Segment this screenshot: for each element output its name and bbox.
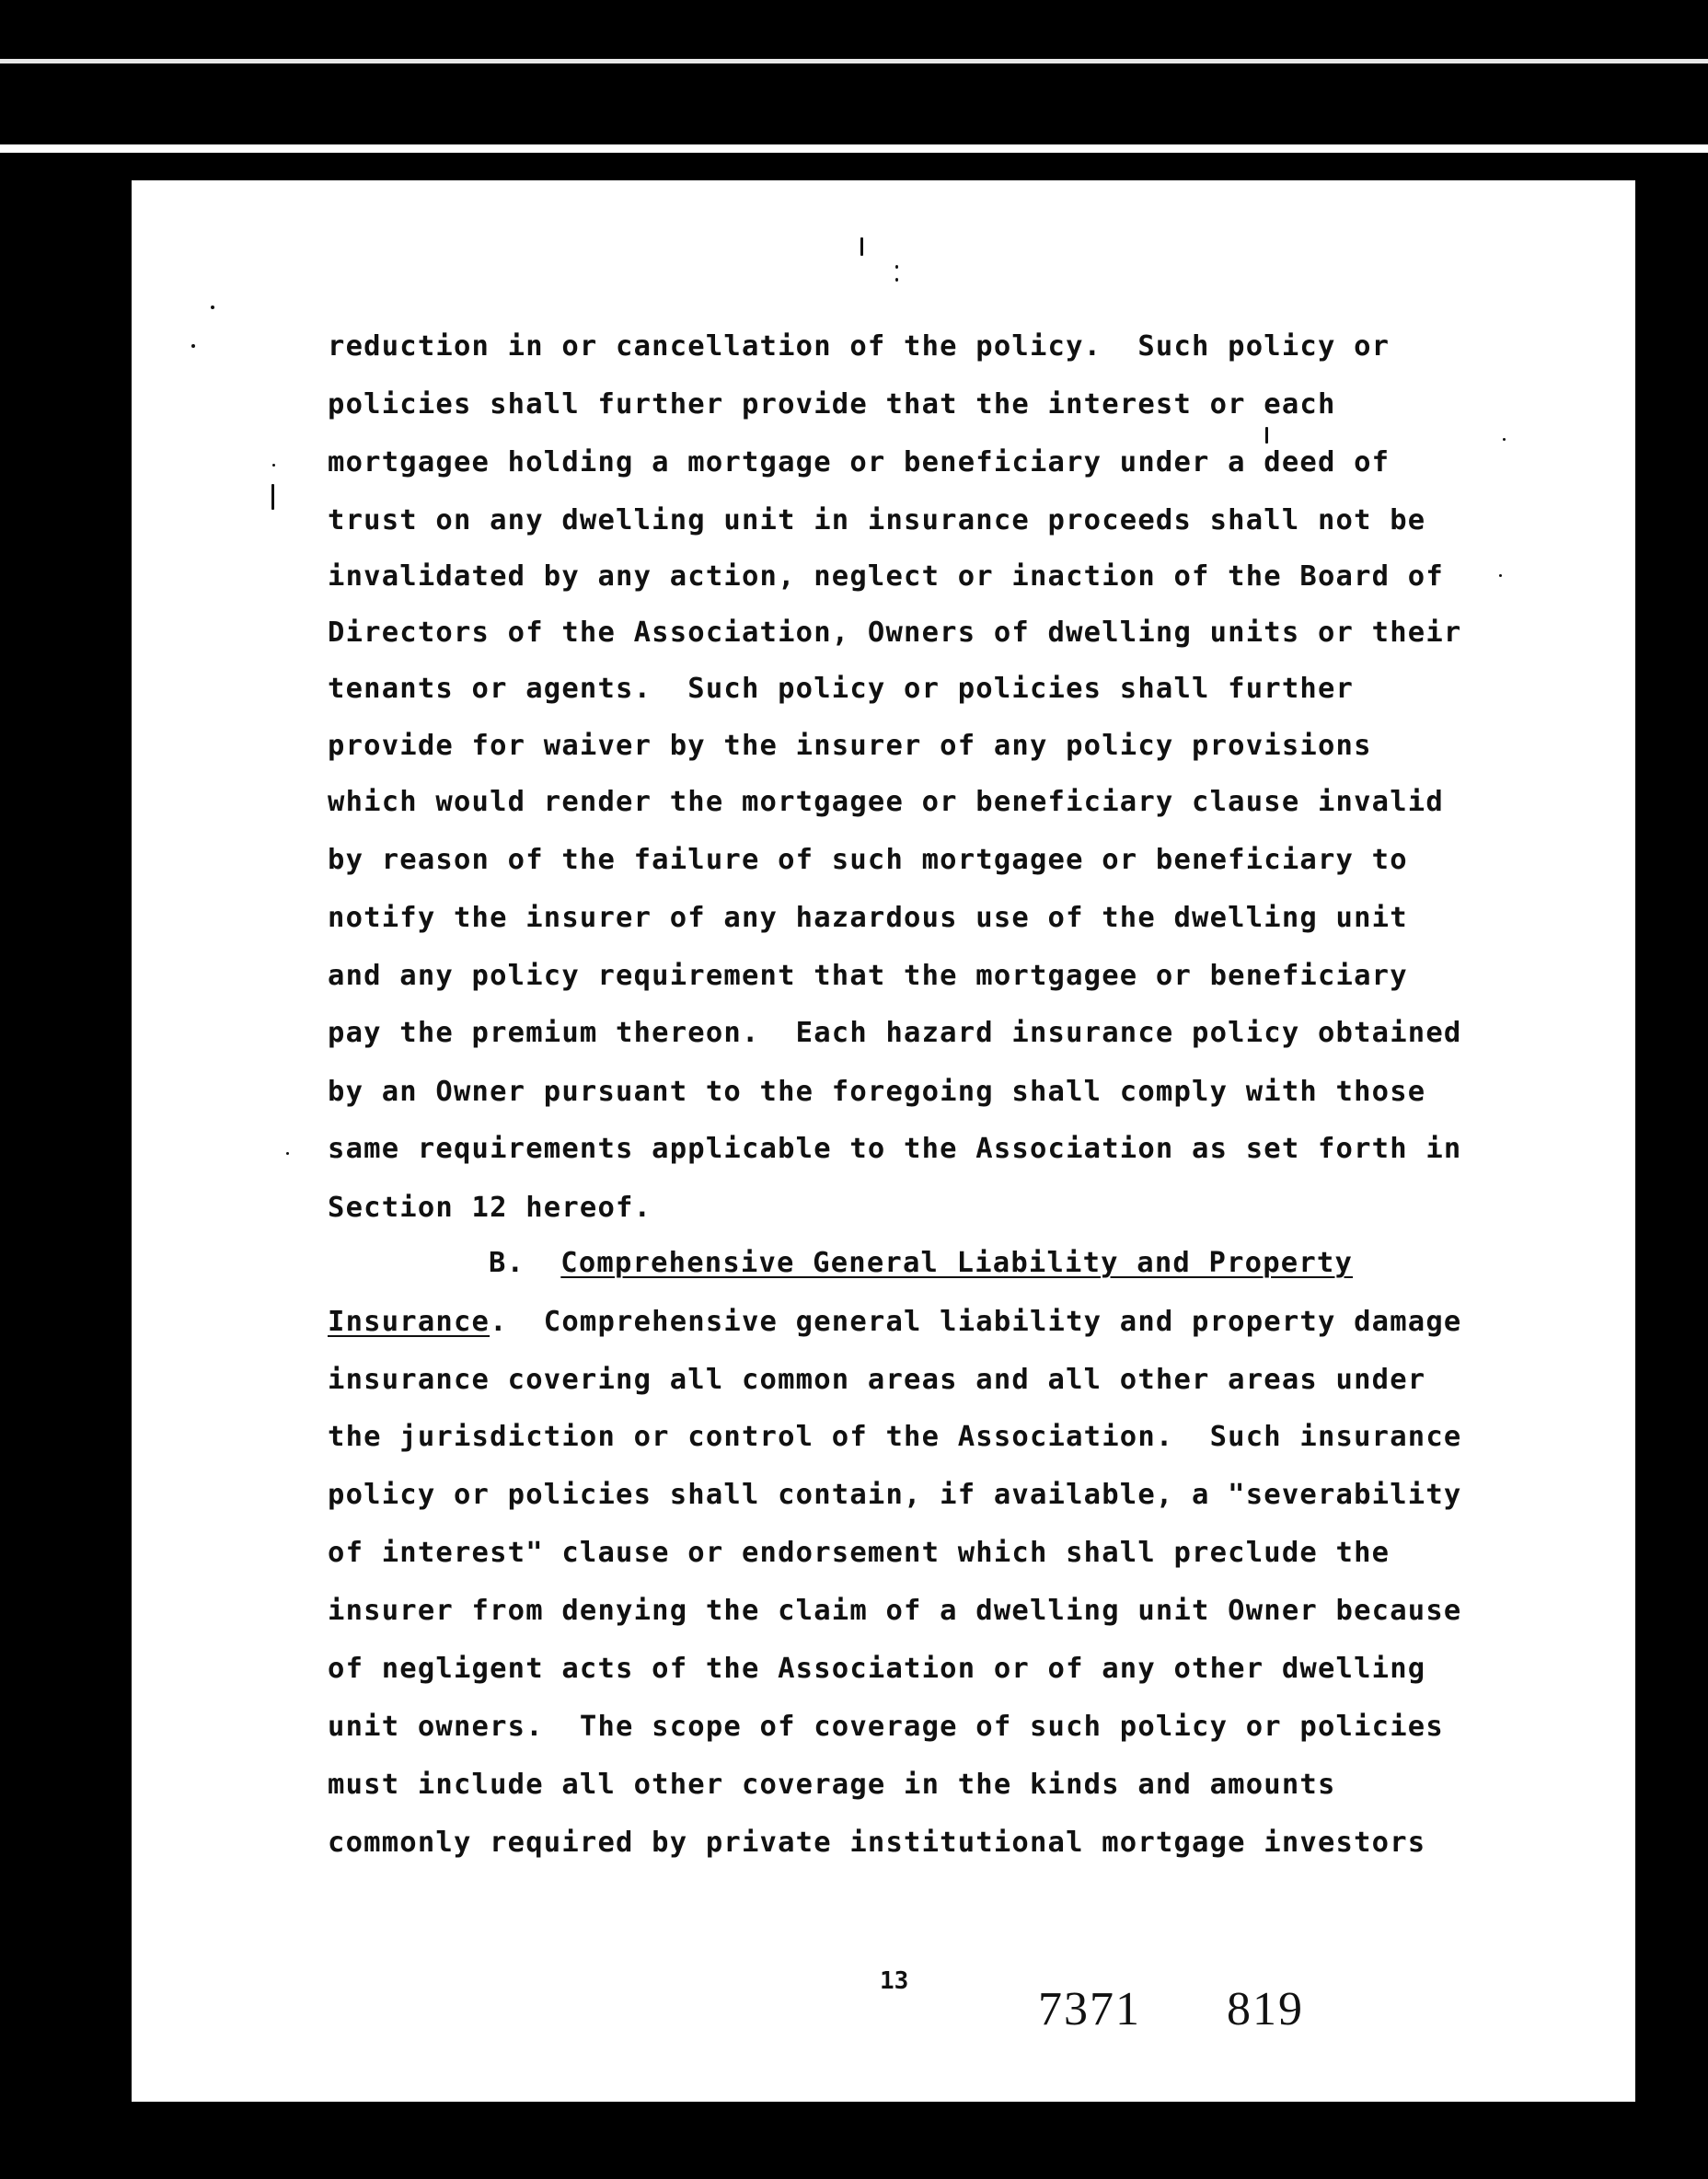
recording-stamp-book: 7371 xyxy=(1038,1983,1141,2035)
body-text-line: tenants or agents. Such policy or policies shall further xyxy=(328,673,1355,705)
scan-speck xyxy=(1265,427,1268,444)
body-text-line: of negligent acts of the Association or of any other dwelling xyxy=(328,1653,1426,1685)
scan-speck xyxy=(272,464,275,467)
document-page xyxy=(132,180,1635,2102)
section-label: B. xyxy=(489,1247,525,1279)
body-text-line: mortgagee holding a mortgage or beneficiary under a deed of xyxy=(328,446,1391,478)
section-heading: Comprehensive General Liability and Property xyxy=(560,1247,1354,1279)
body-text-line: by an Owner pursuant to the foregoing shall comply with those xyxy=(328,1076,1426,1108)
scan-speck xyxy=(895,278,898,282)
body-text-line: and any policy requirement that the mortgagee or beneficiary xyxy=(328,960,1408,992)
body-text-line: trust on any dwelling unit in insurance proceeds shall not be xyxy=(328,504,1426,536)
body-text-line: the jurisdiction or control of the Association. Such insurance xyxy=(328,1421,1462,1453)
page-number: 13 xyxy=(880,1967,909,1995)
body-text-line: same requirements applicable to the Association as set forth in xyxy=(328,1133,1462,1165)
body-text-line: provide for waiver by the insurer of any policy provisions xyxy=(328,730,1372,762)
body-text-line: Directors of the Association, Owners of dwelling units or their xyxy=(328,617,1462,649)
scan-speck xyxy=(860,237,863,256)
body-text-line: insurance covering all common areas and all other areas under xyxy=(328,1364,1426,1396)
body-text-line: invalidated by any action, neglect or inaction of the Board of xyxy=(328,560,1444,593)
scan-speck xyxy=(286,1152,289,1155)
body-text-line: notify the insurer of any hazardous use of the dwelling unit xyxy=(328,902,1408,934)
body-text-line: of interest" clause or endorsement which shall preclude the xyxy=(328,1537,1391,1569)
body-text-line: reduction in or cancellation of the policy. Such policy or xyxy=(328,330,1391,363)
body-text-line: insurer from denying the claim of a dwelling unit Owner because xyxy=(328,1595,1462,1627)
section-heading-period: . xyxy=(490,1306,508,1338)
scan-speck xyxy=(895,265,898,269)
body-text-line: must include all other coverage in the kinds and amounts xyxy=(328,1769,1336,1801)
body-text-line: commonly required by private institutional mortgage investors xyxy=(328,1827,1426,1859)
body-text-line: unit owners. The scope of coverage of such policy or policies xyxy=(328,1711,1444,1743)
scan-speck xyxy=(191,344,195,348)
section-heading-continued: Insurance xyxy=(328,1306,490,1338)
body-text-line: which would render the mortgagee or beneficiary clause invalid xyxy=(328,786,1444,818)
scan-top-rule-lower xyxy=(0,144,1708,153)
scan-speck xyxy=(1499,574,1502,577)
scan-speck xyxy=(271,484,274,510)
body-text-line: by reason of the failure of such mortgagee or beneficiary to xyxy=(328,844,1408,876)
body-text-line: pay the premium thereon. Each hazard insurance policy obtained xyxy=(328,1017,1462,1049)
section-b-first-line xyxy=(328,1307,1461,1338)
section-b-heading-line xyxy=(489,1248,1353,1279)
body-text-line: Section 12 hereof. xyxy=(328,1192,652,1224)
recording-stamp-page: 819 xyxy=(1227,1983,1304,2035)
body-text-line: policies shall further provide that the interest or each xyxy=(328,388,1336,421)
body-text-fragment: Comprehensive general liability and property damage xyxy=(507,1306,1462,1338)
scan-speck xyxy=(211,306,214,309)
scan-speck xyxy=(1503,438,1506,441)
body-text-line: policy or policies shall contain, if available, a "severability xyxy=(328,1479,1462,1511)
scan-top-rule xyxy=(0,59,1708,63)
